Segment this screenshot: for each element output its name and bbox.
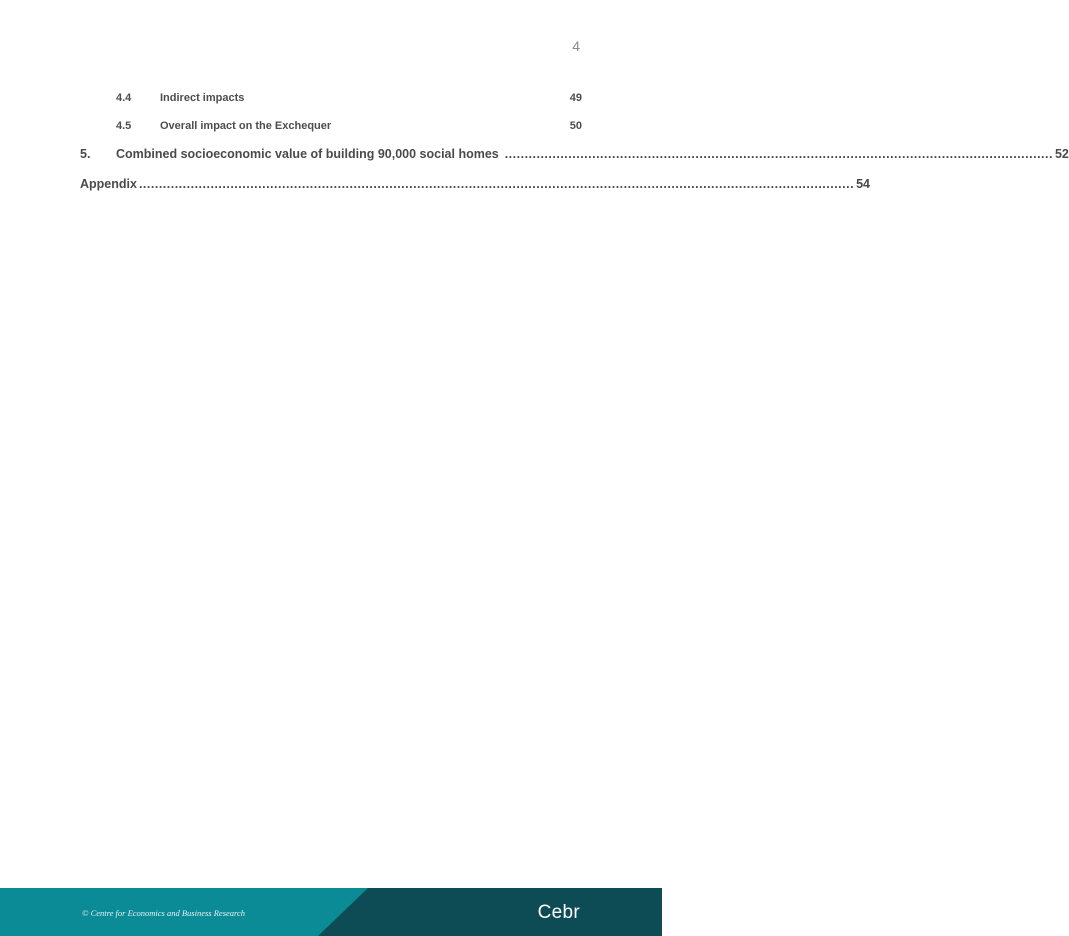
footer-copyright: © Centre for Economics and Business Research (82, 908, 246, 918)
toc-entry-5[interactable] (80, 147, 1069, 161)
toc-entry-appendix[interactable] (80, 177, 870, 191)
page-number: 4 (572, 38, 580, 54)
toc-entry-title: Indirect impacts (160, 92, 245, 104)
toc-leader-dots: .......................................................................................................................................... (500, 147, 1053, 161)
toc-entry-page: 50 (569, 120, 582, 132)
toc-entry-4-5[interactable] (80, 120, 582, 132)
toc-entry-number: 4.4 (116, 92, 132, 104)
toc-leader-dots: .................................................................................................................................................................................... (138, 177, 855, 191)
cebr-logo: Cebr (537, 902, 580, 923)
toc-entry-page: 54 (856, 177, 870, 191)
toc-entry-page: 49 (569, 92, 582, 104)
toc-entry-number: 4.5 (116, 120, 132, 132)
toc-entry-title: Overall impact on the Exchequer (160, 120, 332, 132)
toc-entry-title: Appendix (80, 177, 137, 191)
toc-entry-page: 52 (1054, 147, 1069, 161)
toc-entry-number: 5. (80, 147, 91, 161)
page-footer (0, 888, 662, 936)
toc-entry-4-4[interactable] (80, 92, 582, 104)
toc-entry-title: Combined socioeconomic value of building 90,000 social homes (116, 147, 499, 161)
